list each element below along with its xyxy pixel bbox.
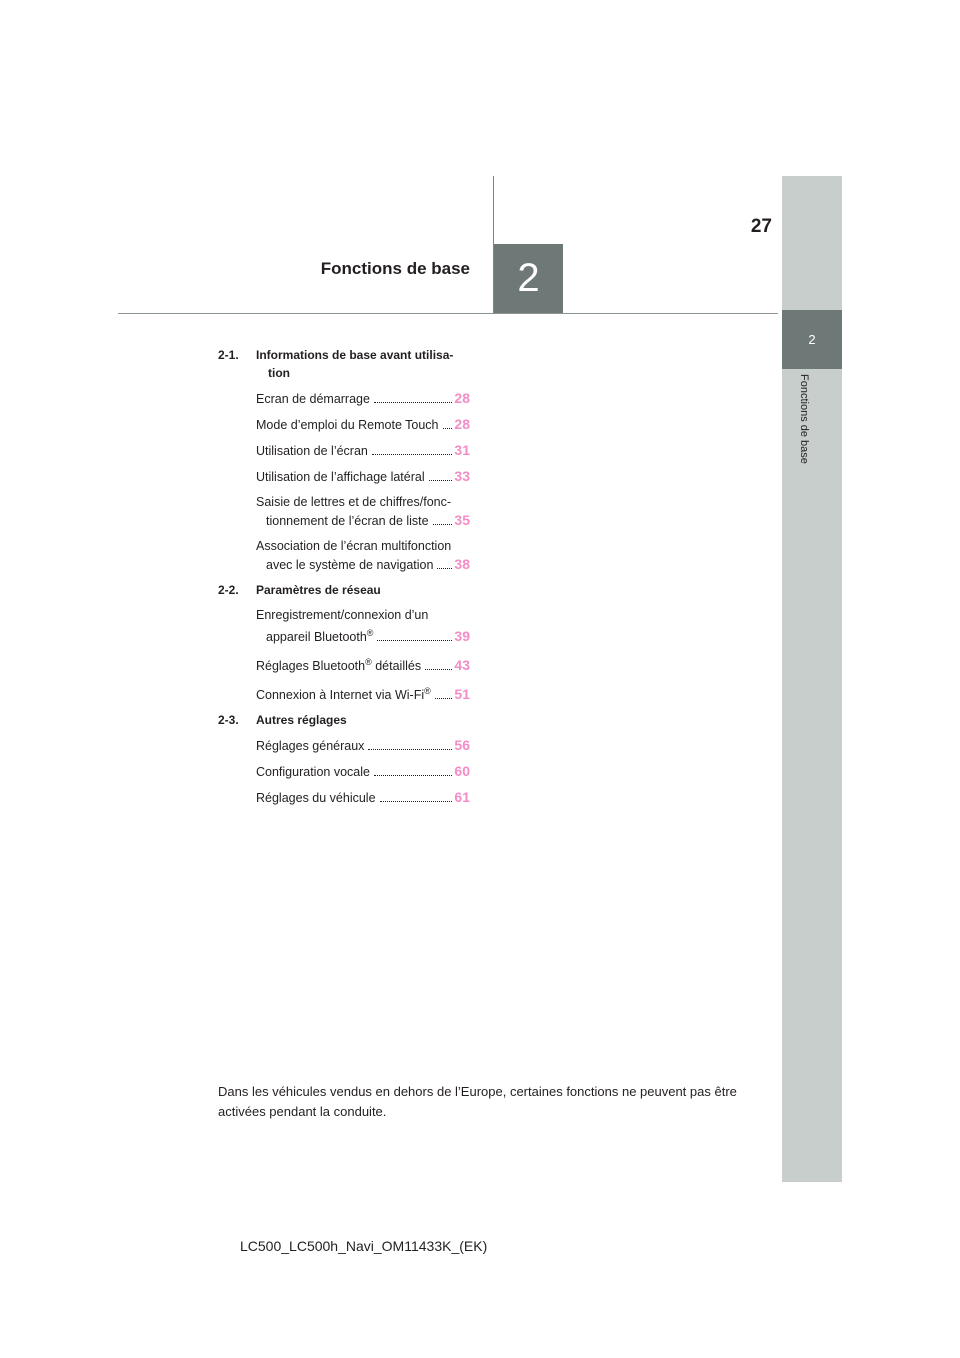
toc-entry[interactable] xyxy=(256,788,470,807)
page-number: 27 xyxy=(750,216,772,237)
toc-page-link[interactable]: 43 xyxy=(454,657,470,674)
toc-entry-text: Ecran de démarrage xyxy=(256,392,370,406)
toc-page-link[interactable]: 38 xyxy=(454,556,470,572)
toc-entry-text: Mode d’emploi du Remote Touch xyxy=(256,418,439,432)
table-of-contents xyxy=(218,346,470,814)
chapter-title: Fonctions de base xyxy=(320,259,470,278)
side-tab-label: Fonctions de base xyxy=(798,374,810,464)
toc-entry[interactable] xyxy=(256,415,470,434)
toc-entry-text: Réglages Bluetooth® détaillés xyxy=(256,653,423,675)
toc-entry[interactable] xyxy=(256,762,470,781)
toc-page-link[interactable]: 56 xyxy=(454,737,470,754)
toc-entry[interactable] xyxy=(256,389,470,408)
toc-entry-text: tionnement de l’écran de liste xyxy=(266,514,429,528)
side-tab-number: 2 xyxy=(782,310,842,369)
toc-entry[interactable] xyxy=(256,606,470,646)
dot-leader xyxy=(437,568,452,569)
toc-entry-text: Connexion à Internet via Wi-Fi® xyxy=(256,682,433,704)
toc-page-link[interactable]: 31 xyxy=(454,442,470,458)
toc-page-link[interactable]: 28 xyxy=(454,416,470,432)
toc-entry-text: Enregistrement/connexion d’un xyxy=(256,608,429,622)
toc-page-link[interactable]: 33 xyxy=(454,468,470,484)
dot-leader xyxy=(429,480,453,481)
toc-entry-text: Association de l’écran multifonction xyxy=(256,539,452,553)
dot-leader xyxy=(377,640,452,641)
toc-page-link[interactable]: 39 xyxy=(454,628,470,645)
dot-leader xyxy=(368,749,452,750)
dot-leader xyxy=(435,698,453,699)
toc-entry[interactable] xyxy=(256,682,470,704)
toc-section xyxy=(218,346,470,382)
toc-section xyxy=(218,711,470,729)
dot-leader xyxy=(374,775,452,776)
dot-leader xyxy=(443,428,453,429)
toc-section xyxy=(218,581,470,599)
dot-leader xyxy=(380,801,453,802)
toc-entry[interactable] xyxy=(256,467,470,486)
toc-page-link[interactable]: 60 xyxy=(454,763,470,780)
toc-section-number: 2-3. xyxy=(218,713,239,728)
toc-page-link[interactable]: 61 xyxy=(454,789,470,806)
chapter-number-box: 2 xyxy=(494,244,563,313)
toc-entry[interactable] xyxy=(256,537,470,574)
toc-entry-text: avec le système de navigation xyxy=(266,558,434,572)
toc-entry-text: Utilisation de l’écran xyxy=(256,444,368,458)
toc-entry-text: Utilisation de l’affichage latéral xyxy=(256,470,425,484)
toc-page-link[interactable]: 35 xyxy=(454,512,470,528)
toc-entry[interactable] xyxy=(256,736,470,755)
toc-entry-text: appareil Bluetooth® xyxy=(266,624,375,646)
toc-section-number: 2-1. xyxy=(218,348,239,362)
toc-entry-text: Réglages généraux xyxy=(256,739,365,754)
toc-entry-text: Configuration vocale xyxy=(256,765,370,780)
toc-page-link[interactable]: 28 xyxy=(454,390,470,406)
dot-leader xyxy=(433,524,453,525)
header-horizontal-rule xyxy=(118,313,778,314)
dot-leader xyxy=(372,454,453,455)
toc-section-title: Autres réglages xyxy=(256,713,347,728)
toc-entry-text: Saisie de lettres et de chiffres/fonc- xyxy=(256,495,452,509)
toc-section-title: Informations de base avant utilisa- tion xyxy=(256,348,454,380)
footer-document-code: LC500_LC500h_Navi_OM11433K_(EK) xyxy=(240,1238,488,1254)
note-text: Dans les véhicules vendus en dehors de l’Europe, certaines fonctions ne peuvent pas être activées pendant la conduite. xyxy=(218,1084,737,1119)
toc-entry[interactable] xyxy=(256,441,470,460)
toc-section-number: 2-2. xyxy=(218,583,239,597)
toc-entry[interactable] xyxy=(256,493,470,530)
dot-leader xyxy=(425,669,452,670)
dot-leader xyxy=(374,402,452,403)
toc-entry-text: Réglages du véhicule xyxy=(256,791,376,806)
toc-page-link[interactable]: 51 xyxy=(454,686,470,703)
toc-entry[interactable] xyxy=(256,653,470,675)
toc-section-title: Paramètres de réseau xyxy=(256,583,381,597)
